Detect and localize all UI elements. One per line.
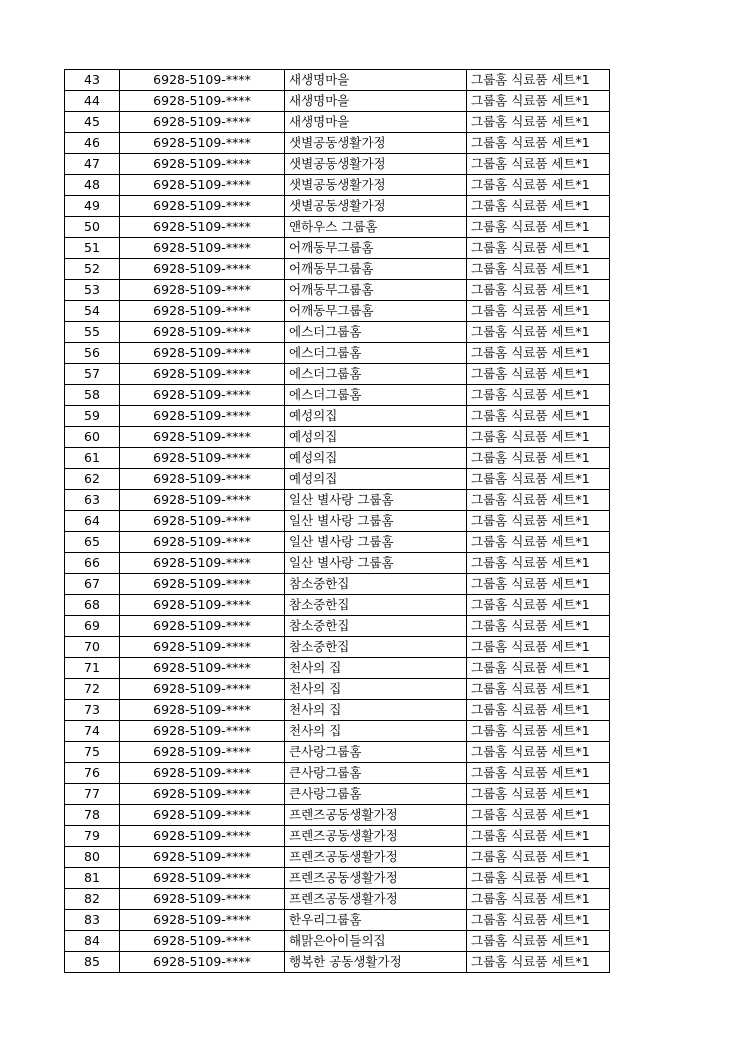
- facility-name-cell: 천사의 집: [285, 658, 467, 679]
- row-number-cell: 44: [65, 91, 120, 112]
- facility-name-cell: 예성의집: [285, 427, 467, 448]
- facility-name-cell: 일산 별사랑 그룹홈: [285, 490, 467, 511]
- phone-number-cell: 6928-5109-****: [120, 406, 285, 427]
- gift-item-cell: 그룹홈 식료품 세트*1: [467, 238, 610, 259]
- table-row: [65, 868, 610, 889]
- facility-name-cell: 에스더그룹홈: [285, 364, 467, 385]
- gift-item-cell: 그룹홈 식료품 세트*1: [467, 259, 610, 280]
- row-number-cell: 51: [65, 238, 120, 259]
- gift-item-cell: 그룹홈 식료품 세트*1: [467, 553, 610, 574]
- phone-number-cell: 6928-5109-****: [120, 490, 285, 511]
- phone-number-cell: 6928-5109-****: [120, 910, 285, 931]
- gift-item-cell: 그룹홈 식료품 세트*1: [467, 490, 610, 511]
- table-row: [65, 217, 610, 238]
- table-row: [65, 574, 610, 595]
- row-number-cell: 74: [65, 721, 120, 742]
- facility-name-cell: 새생명마을: [285, 70, 467, 91]
- table-row: [65, 784, 610, 805]
- gift-item-cell: 그룹홈 식료품 세트*1: [467, 637, 610, 658]
- facility-name-cell: 예성의집: [285, 448, 467, 469]
- row-number-cell: 85: [65, 952, 120, 973]
- phone-number-cell: 6928-5109-****: [120, 595, 285, 616]
- table-row: [65, 889, 610, 910]
- row-number-cell: 67: [65, 574, 120, 595]
- phone-number-cell: 6928-5109-****: [120, 91, 285, 112]
- facility-name-cell: 일산 별사랑 그룹홈: [285, 511, 467, 532]
- gift-item-cell: 그룹홈 식료품 세트*1: [467, 70, 610, 91]
- gift-item-cell: 그룹홈 식료품 세트*1: [467, 742, 610, 763]
- gift-item-cell: 그룹홈 식료품 세트*1: [467, 826, 610, 847]
- phone-number-cell: 6928-5109-****: [120, 133, 285, 154]
- table-row: [65, 721, 610, 742]
- row-number-cell: 56: [65, 343, 120, 364]
- table-row: [65, 826, 610, 847]
- facility-name-cell: 천사의 집: [285, 700, 467, 721]
- recipient-table: [64, 69, 610, 973]
- row-number-cell: 84: [65, 931, 120, 952]
- facility-name-cell: 프렌즈공동생활가정: [285, 847, 467, 868]
- row-number-cell: 58: [65, 385, 120, 406]
- table-row: [65, 805, 610, 826]
- facility-name-cell: 어깨동무그룹홈: [285, 259, 467, 280]
- row-number-cell: 55: [65, 322, 120, 343]
- phone-number-cell: 6928-5109-****: [120, 364, 285, 385]
- phone-number-cell: 6928-5109-****: [120, 826, 285, 847]
- table-row: [65, 70, 610, 91]
- gift-item-cell: 그룹홈 식료품 세트*1: [467, 301, 610, 322]
- table-row: [65, 238, 610, 259]
- table-row: [65, 175, 610, 196]
- row-number-cell: 75: [65, 742, 120, 763]
- row-number-cell: 76: [65, 763, 120, 784]
- gift-item-cell: 그룹홈 식료품 세트*1: [467, 175, 610, 196]
- gift-item-cell: 그룹홈 식료품 세트*1: [467, 427, 610, 448]
- facility-name-cell: 에스더그룹홈: [285, 385, 467, 406]
- table-row: [65, 112, 610, 133]
- table-row: [65, 469, 610, 490]
- table-row: [65, 931, 610, 952]
- recipient-table-body: [65, 70, 610, 973]
- facility-name-cell: 새생명마을: [285, 91, 467, 112]
- gift-item-cell: 그룹홈 식료품 세트*1: [467, 616, 610, 637]
- table-row: [65, 301, 610, 322]
- facility-name-cell: 참소중한집: [285, 637, 467, 658]
- phone-number-cell: 6928-5109-****: [120, 175, 285, 196]
- table-row: [65, 763, 610, 784]
- facility-name-cell: 샛별공동생활가정: [285, 133, 467, 154]
- row-number-cell: 60: [65, 427, 120, 448]
- row-number-cell: 66: [65, 553, 120, 574]
- table-row: [65, 322, 610, 343]
- table-row: [65, 427, 610, 448]
- facility-name-cell: 일산 별사랑 그룹홈: [285, 553, 467, 574]
- phone-number-cell: 6928-5109-****: [120, 721, 285, 742]
- facility-name-cell: 예성의집: [285, 469, 467, 490]
- gift-item-cell: 그룹홈 식료품 세트*1: [467, 133, 610, 154]
- phone-number-cell: 6928-5109-****: [120, 679, 285, 700]
- table-row: [65, 910, 610, 931]
- facility-name-cell: 어깨동무그룹홈: [285, 238, 467, 259]
- row-number-cell: 50: [65, 217, 120, 238]
- table-row: [65, 196, 610, 217]
- table-row: [65, 259, 610, 280]
- facility-name-cell: 어깨동무그룹홈: [285, 280, 467, 301]
- phone-number-cell: 6928-5109-****: [120, 847, 285, 868]
- facility-name-cell: 천사의 집: [285, 721, 467, 742]
- row-number-cell: 43: [65, 70, 120, 91]
- phone-number-cell: 6928-5109-****: [120, 805, 285, 826]
- row-number-cell: 59: [65, 406, 120, 427]
- row-number-cell: 70: [65, 637, 120, 658]
- row-number-cell: 48: [65, 175, 120, 196]
- table-row: [65, 952, 610, 973]
- facility-name-cell: 프렌즈공동생활가정: [285, 868, 467, 889]
- table-row: [65, 364, 610, 385]
- phone-number-cell: 6928-5109-****: [120, 469, 285, 490]
- phone-number-cell: 6928-5109-****: [120, 385, 285, 406]
- table-row: [65, 406, 610, 427]
- phone-number-cell: 6928-5109-****: [120, 532, 285, 553]
- phone-number-cell: 6928-5109-****: [120, 196, 285, 217]
- gift-item-cell: 그룹홈 식료품 세트*1: [467, 931, 610, 952]
- gift-item-cell: 그룹홈 식료품 세트*1: [467, 343, 610, 364]
- phone-number-cell: 6928-5109-****: [120, 448, 285, 469]
- table-row: [65, 553, 610, 574]
- table-row: [65, 385, 610, 406]
- facility-name-cell: 어깨동무그룹홈: [285, 301, 467, 322]
- phone-number-cell: 6928-5109-****: [120, 259, 285, 280]
- row-number-cell: 61: [65, 448, 120, 469]
- gift-item-cell: 그룹홈 식료품 세트*1: [467, 910, 610, 931]
- phone-number-cell: 6928-5109-****: [120, 427, 285, 448]
- phone-number-cell: 6928-5109-****: [120, 301, 285, 322]
- table-row: [65, 700, 610, 721]
- table-row: [65, 343, 610, 364]
- gift-item-cell: 그룹홈 식료품 세트*1: [467, 511, 610, 532]
- phone-number-cell: 6928-5109-****: [120, 280, 285, 301]
- gift-item-cell: 그룹홈 식료품 세트*1: [467, 385, 610, 406]
- table-row: [65, 679, 610, 700]
- phone-number-cell: 6928-5109-****: [120, 931, 285, 952]
- facility-name-cell: 참소중한집: [285, 595, 467, 616]
- phone-number-cell: 6928-5109-****: [120, 889, 285, 910]
- row-number-cell: 82: [65, 889, 120, 910]
- gift-item-cell: 그룹홈 식료품 세트*1: [467, 322, 610, 343]
- row-number-cell: 73: [65, 700, 120, 721]
- facility-name-cell: 큰사랑그룹홈: [285, 742, 467, 763]
- table-row: [65, 280, 610, 301]
- phone-number-cell: 6928-5109-****: [120, 112, 285, 133]
- phone-number-cell: 6928-5109-****: [120, 700, 285, 721]
- facility-name-cell: 천사의 집: [285, 679, 467, 700]
- gift-item-cell: 그룹홈 식료품 세트*1: [467, 448, 610, 469]
- gift-item-cell: 그룹홈 식료품 세트*1: [467, 763, 610, 784]
- facility-name-cell: 샛별공동생활가정: [285, 196, 467, 217]
- row-number-cell: 54: [65, 301, 120, 322]
- table-row: [65, 490, 610, 511]
- facility-name-cell: 프렌즈공동생활가정: [285, 826, 467, 847]
- phone-number-cell: 6928-5109-****: [120, 553, 285, 574]
- table-row: [65, 616, 610, 637]
- row-number-cell: 71: [65, 658, 120, 679]
- phone-number-cell: 6928-5109-****: [120, 742, 285, 763]
- facility-name-cell: 행복한 공동생활가정: [285, 952, 467, 973]
- facility-name-cell: 샛별공동생활가정: [285, 154, 467, 175]
- facility-name-cell: 예성의집: [285, 406, 467, 427]
- row-number-cell: 69: [65, 616, 120, 637]
- facility-name-cell: 에스더그룹홈: [285, 322, 467, 343]
- table-row: [65, 91, 610, 112]
- phone-number-cell: 6928-5109-****: [120, 511, 285, 532]
- phone-number-cell: 6928-5109-****: [120, 217, 285, 238]
- table-row: [65, 448, 610, 469]
- row-number-cell: 53: [65, 280, 120, 301]
- facility-name-cell: 일산 별사랑 그룹홈: [285, 532, 467, 553]
- facility-name-cell: 해맑은아이들의집: [285, 931, 467, 952]
- facility-name-cell: 샛별공동생활가정: [285, 175, 467, 196]
- gift-item-cell: 그룹홈 식료품 세트*1: [467, 679, 610, 700]
- gift-item-cell: 그룹홈 식료품 세트*1: [467, 574, 610, 595]
- row-number-cell: 78: [65, 805, 120, 826]
- facility-name-cell: 앤하우스 그룹홈: [285, 217, 467, 238]
- row-number-cell: 80: [65, 847, 120, 868]
- phone-number-cell: 6928-5109-****: [120, 70, 285, 91]
- gift-item-cell: 그룹홈 식료품 세트*1: [467, 532, 610, 553]
- row-number-cell: 45: [65, 112, 120, 133]
- gift-item-cell: 그룹홈 식료품 세트*1: [467, 196, 610, 217]
- row-number-cell: 63: [65, 490, 120, 511]
- facility-name-cell: 참소중한집: [285, 616, 467, 637]
- row-number-cell: 57: [65, 364, 120, 385]
- phone-number-cell: 6928-5109-****: [120, 784, 285, 805]
- table-row: [65, 847, 610, 868]
- gift-item-cell: 그룹홈 식료품 세트*1: [467, 217, 610, 238]
- facility-name-cell: 한우리그룹홈: [285, 910, 467, 931]
- gift-item-cell: 그룹홈 식료품 세트*1: [467, 784, 610, 805]
- gift-item-cell: 그룹홈 식료품 세트*1: [467, 595, 610, 616]
- gift-item-cell: 그룹홈 식료품 세트*1: [467, 805, 610, 826]
- facility-name-cell: 큰사랑그룹홈: [285, 784, 467, 805]
- phone-number-cell: 6928-5109-****: [120, 658, 285, 679]
- facility-name-cell: 프렌즈공동생활가정: [285, 889, 467, 910]
- row-number-cell: 62: [65, 469, 120, 490]
- row-number-cell: 77: [65, 784, 120, 805]
- table-row: [65, 532, 610, 553]
- row-number-cell: 64: [65, 511, 120, 532]
- gift-item-cell: 그룹홈 식료품 세트*1: [467, 91, 610, 112]
- row-number-cell: 79: [65, 826, 120, 847]
- gift-item-cell: 그룹홈 식료품 세트*1: [467, 847, 610, 868]
- phone-number-cell: 6928-5109-****: [120, 952, 285, 973]
- phone-number-cell: 6928-5109-****: [120, 763, 285, 784]
- facility-name-cell: 참소중한집: [285, 574, 467, 595]
- gift-item-cell: 그룹홈 식료품 세트*1: [467, 952, 610, 973]
- row-number-cell: 52: [65, 259, 120, 280]
- phone-number-cell: 6928-5109-****: [120, 616, 285, 637]
- gift-item-cell: 그룹홈 식료품 세트*1: [467, 868, 610, 889]
- row-number-cell: 47: [65, 154, 120, 175]
- phone-number-cell: 6928-5109-****: [120, 322, 285, 343]
- table-row: [65, 511, 610, 532]
- row-number-cell: 49: [65, 196, 120, 217]
- gift-item-cell: 그룹홈 식료품 세트*1: [467, 364, 610, 385]
- gift-item-cell: 그룹홈 식료품 세트*1: [467, 406, 610, 427]
- row-number-cell: 68: [65, 595, 120, 616]
- row-number-cell: 46: [65, 133, 120, 154]
- table-row: [65, 133, 610, 154]
- row-number-cell: 81: [65, 868, 120, 889]
- phone-number-cell: 6928-5109-****: [120, 154, 285, 175]
- gift-item-cell: 그룹홈 식료품 세트*1: [467, 469, 610, 490]
- gift-item-cell: 그룹홈 식료품 세트*1: [467, 658, 610, 679]
- facility-name-cell: 큰사랑그룹홈: [285, 763, 467, 784]
- facility-name-cell: 에스더그룹홈: [285, 343, 467, 364]
- gift-item-cell: 그룹홈 식료품 세트*1: [467, 154, 610, 175]
- gift-item-cell: 그룹홈 식료품 세트*1: [467, 700, 610, 721]
- gift-item-cell: 그룹홈 식료품 세트*1: [467, 889, 610, 910]
- row-number-cell: 65: [65, 532, 120, 553]
- gift-item-cell: 그룹홈 식료품 세트*1: [467, 280, 610, 301]
- row-number-cell: 72: [65, 679, 120, 700]
- phone-number-cell: 6928-5109-****: [120, 868, 285, 889]
- table-row: [65, 658, 610, 679]
- facility-name-cell: 프렌즈공동생활가정: [285, 805, 467, 826]
- gift-item-cell: 그룹홈 식료품 세트*1: [467, 721, 610, 742]
- table-row: [65, 154, 610, 175]
- table-row: [65, 637, 610, 658]
- table-row: [65, 742, 610, 763]
- facility-name-cell: 새생명마을: [285, 112, 467, 133]
- phone-number-cell: 6928-5109-****: [120, 574, 285, 595]
- phone-number-cell: 6928-5109-****: [120, 238, 285, 259]
- table-row: [65, 595, 610, 616]
- phone-number-cell: 6928-5109-****: [120, 343, 285, 364]
- gift-item-cell: 그룹홈 식료품 세트*1: [467, 112, 610, 133]
- row-number-cell: 83: [65, 910, 120, 931]
- phone-number-cell: 6928-5109-****: [120, 637, 285, 658]
